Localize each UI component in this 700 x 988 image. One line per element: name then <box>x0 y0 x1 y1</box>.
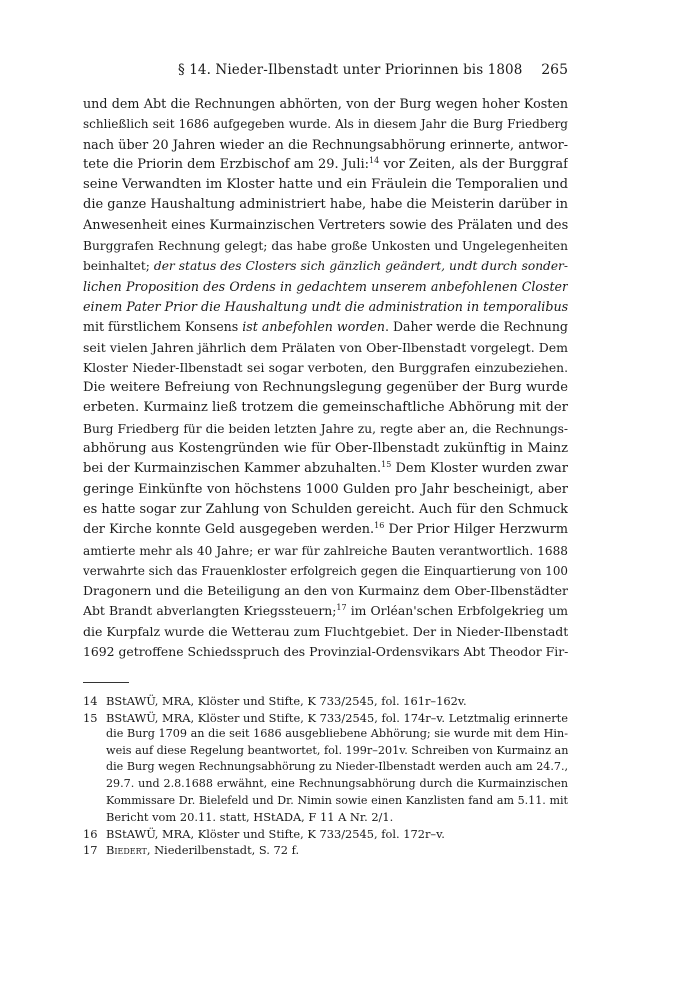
text-line: und dem Abt die Rechnungen abhörten, von der Burg wegen hoher Kosten <box>83 96 568 111</box>
text-line: beinhaltet; der status des Closters sich gänzlich geändert, undt durch sonder- <box>83 259 568 274</box>
footnote-line: Biedert, Niederilbenstadt, S. 72 f. <box>106 843 300 858</box>
quoted-passage: lichen Proposition des Ordens in gedachtem unserem anbefohlenen Closter <box>83 278 568 294</box>
footnote-line: die Burg wegen Rechnungsabhörung zu Nieder-Ilbenstadt werden auch am 24.7., <box>106 760 568 774</box>
body-text <box>83 94 568 662</box>
text-line: Abt Brandt abverlangten Kriegssteuern;$^{17}$ im Orléan'schen Erbfolgekrieg um <box>83 603 568 619</box>
footnote-ref-15[interactable]: 15 <box>381 460 392 470</box>
footnote-16 <box>83 826 568 843</box>
footnote-number: 14 <box>83 694 98 708</box>
text-line: die Kurpfalz wurde die Wetterau zum Fluchtgebiet. Der in Nieder-Ilbenstadt <box>83 623 568 639</box>
footnote-15 <box>83 710 568 826</box>
footnote-line: BStAWÜ, MRA, Klöster und Stifte, K 733/2545, fol. 174r–v. Letztmalig erinnerte <box>106 710 568 725</box>
text-line: Anwesenheit eines Kurmainzischen Vertreters sowie des Prälaten und des <box>83 217 568 233</box>
text-line: Burg Friedberg für die beiden letzten Jahre zu, regte aber an, die Rechnungs- <box>83 421 568 436</box>
footnote-17 <box>83 842 568 859</box>
footnote-14 <box>83 693 568 710</box>
text-line: 1692 getroffene Schiedsspruch des Provinzial-Ordensvikars Abt Theodor Fir- <box>83 644 568 660</box>
text-line: bei der Kurmainzischen Kammer abzuhalten.$^{15}$ Dem Kloster wurden zwar <box>83 460 568 477</box>
footnote-line: die Burg 1709 an die seit 1686 ausgebliebene Abhörung; sie wurde mit dem Hin- <box>106 727 568 741</box>
running-title: § 14. Nieder-Ilbenstadt unter Priorinnen bis 1808 <box>178 62 523 78</box>
text-line: abhörung aus Kostengründen wie für Ober-Ilbenstadt zukünftig in Mainz <box>83 441 568 457</box>
footnote-number: 16 <box>83 826 98 841</box>
text-line: es hatte sogar zur Zahlung von Schulden gereicht. Auch für den Schmuck <box>83 501 568 517</box>
text-line: verwahrte sich das Frauenkloster erfolgreich gegen die Einquartierung von 100 <box>83 563 568 578</box>
quoted-passage: der status des Closters sich gänzlich geändert, undt durch sonder- <box>153 259 568 274</box>
text-line: seine Verwandten im Kloster hatte und ein Fräulein die Temporalien und <box>83 177 568 193</box>
text-line: geringe Einkünfte von höchstens 1000 Gulden pro Jahr bescheinigt, aber <box>83 481 568 497</box>
text-line: amtierte mehr als 40 Jahre; er war für zahlreiche Bauten verantwortlich. 1688 <box>83 543 568 558</box>
footnote-line: BStAWÜ, MRA, Klöster und Stifte, K 733/2545, fol. 161r–162v. <box>106 694 467 708</box>
quoted-passage: ist anbefohlen worden <box>242 319 385 335</box>
author-name: Biedert <box>106 843 147 858</box>
text-line: tete die Priorin dem Erzbischof am 29. Juli:$^{14}$ vor Zeiten, als der Burggraf <box>83 155 568 172</box>
text-line: der Kirche konnte Geld ausgegeben werden.$^{16}$ Der Prior Hilger Herzwurm <box>83 521 568 538</box>
footnote-number: 15 <box>83 710 98 725</box>
text-line: Burggrafen Rechnung gelegt; das habe große Unkosten und Ungelegenheiten <box>83 239 568 254</box>
text-line: erbeten. Kurmainz ließ trotzem die gemeinschaftliche Abhörung mit der <box>83 400 568 416</box>
text-line <box>83 297 568 317</box>
footnote-ref-14[interactable]: 14 <box>369 155 380 165</box>
text-line: Kloster Nieder-Ilbenstadt sei sogar verboten, den Burggrafen einzubeziehen. <box>83 360 568 375</box>
text-line: schließlich seit 1686 aufgegeben wurde. Als in diesem Jahr die Burg Friedberg <box>83 117 568 132</box>
footnote-ref-17[interactable]: 17 <box>336 603 347 613</box>
text-line: nach über 20 Jahren wieder an die Rechnungsabhörung erinnerte, antwor- <box>83 136 568 152</box>
text-line: die ganze Haushaltung administriert habe, habe die Meisterin darüber in <box>83 197 568 213</box>
text-line: Die weitere Befreiung von Rechnungslegung gegenüber der Burg wurde <box>83 380 568 396</box>
quoted-passage: einem Pater Prior die Haushaltung undt die administration in temporalibus <box>83 298 568 314</box>
text-line: Dragonern und die Beteiligung an den von Kurmainz dem Ober-Ilbenstädter <box>83 583 568 599</box>
running-head <box>100 62 568 82</box>
footnote-ref-16[interactable]: 16 <box>374 521 385 531</box>
footnote-line: 29.7. und 2.8.1688 erwähnt, eine Rechnungsabhörung durch die Kurmainzischen <box>106 776 568 790</box>
text-line <box>83 277 568 297</box>
footnote-number: 17 <box>83 843 98 858</box>
footnote-separator <box>83 682 129 683</box>
text-line: seit vielen Jahren jährlich dem Prälaten von Ober-Ilbenstadt vorgelegt. Dem <box>83 339 568 355</box>
page-number: 265 <box>541 62 568 78</box>
footnote-line: BStAWÜ, MRA, Klöster und Stifte, K 733/2545, fol. 172r–v. <box>106 826 445 841</box>
text-line: mit fürstlichem Konsens ist anbefohlen worden. Daher werde die Rechnung <box>83 319 568 335</box>
footnotes <box>83 693 568 859</box>
footnote-line: weis auf diese Regelung beantwortet, fol. 199r–201v. Schreiben von Kurmainz an <box>106 743 568 757</box>
footnote-line: Kommissare Dr. Bielefeld und Dr. Nimin sowie einen Kanzlisten fand am 5.11. mit <box>106 793 568 807</box>
footnote-line: Bericht vom 20.11. statt, HStADA, F 11 A Nr. 2/1. <box>106 810 394 825</box>
